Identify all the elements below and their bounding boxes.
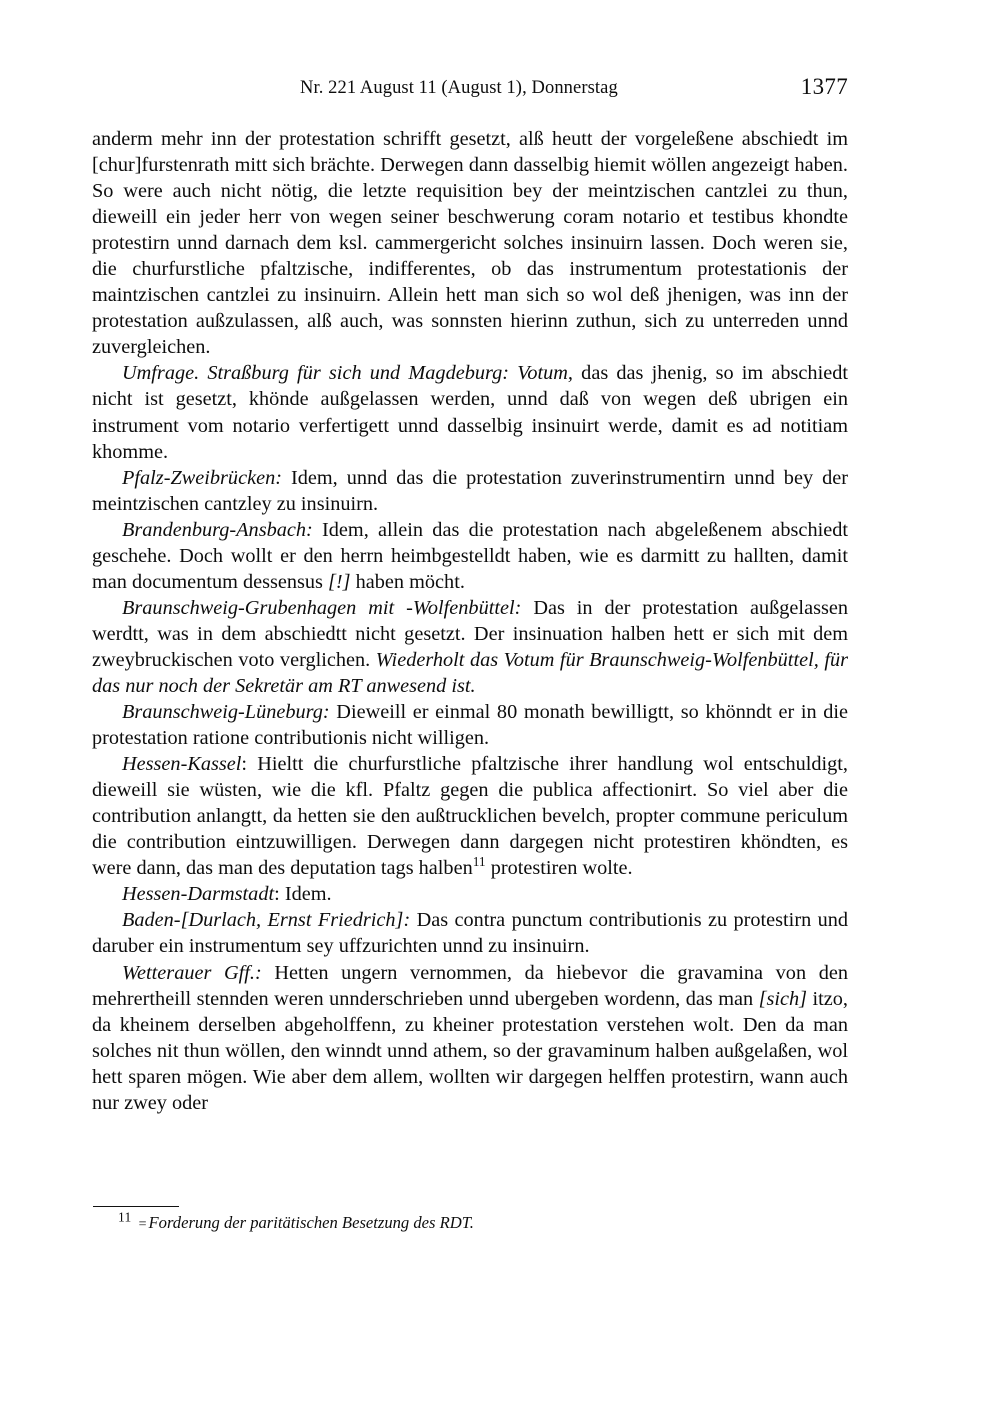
text-run: Dieweill er einmal 80 monath bewilligtt, so khönndt er in die protestation ratione contributionis nicht willigen. bbox=[92, 701, 848, 750]
text-run: protestiren wolte. bbox=[485, 857, 633, 880]
text-run: anderm mehr inn der protestation schrifft gesetzt, alß heutt der vorgeleßene abschiedt im [chur]furstenrath mitt sich brächte. Derwegen dann dasselbig hiemit wöllen angezeigt haben. So were auch nicht nötig, die letzte requisition bey der meintzischen cantzlei zu thun, dieweill ein jeder herr von wegen seiner beschwerung coram notario et testibus khondte protestirn unnd darnach dem ksl. cammergericht solches insinuirn lassen. Doch weren sie, die churfurstliche pfaltzische, indifferentes, ob das instrumentum protestationis der maintzischen cantzlei zu insinuirn. Allein hett man sich so wol deß jhenigen, was inn der protestation außzulassen, alß auch, was sonnsten hierinn zuthun, sich zu unterreden unnd zuvergleichen. bbox=[92, 128, 848, 359]
italic-run: Hessen-Kassel bbox=[122, 753, 242, 776]
running-head bbox=[92, 74, 848, 108]
footnote-text: Forderung der paritätischen Besetzung des RDT. bbox=[148, 1213, 474, 1232]
paragraph-braunschweig-grubenhagen bbox=[92, 595, 848, 699]
text-run: Idem, allein das die protestation nach abgeleßenem abschiedt geschehe. Doch wollt er den herrn heimbgestelldt haben, wie es darmitt zu hallten, damit man documentum dessensus bbox=[92, 518, 848, 593]
italic-run: Hessen-Darmstadt bbox=[122, 883, 275, 906]
paragraph-strassburg-magdeburg bbox=[92, 360, 848, 464]
text-run: itzo, da kheinem derselben abgeholffenn, zu kheiner protestation verstehen wolt. Den da man solches nit thun wöllen, den winndt unnd athem, so der gravaminum halben außgelaßen, wol hett sparen mögen. Wie aber dem allem, wollten wir dargegen helffen protestirn, wann auch nur zwey oder bbox=[92, 987, 848, 1114]
italic-run: [!] bbox=[328, 570, 351, 593]
italic-run: Wetterauer Gff.: bbox=[122, 961, 262, 984]
text-run: Das in der protestation außgelassen werdtt, was in dem abschiedtt nicht gesetzt. Der insinuation halben hett er sich mit dem zweybruckischen voto verglichen. bbox=[92, 596, 848, 671]
text-run: das das jhenig, so im abschiedt nicht ist gesetzt, khönde außgelassen werden, unnd daß von wegen deß ubrigen ein instrument vom notario verfertigett unnd dasselbig insinuirt werde, damit es ad notitiam khomme. bbox=[92, 362, 848, 463]
paragraph-baden-durlach bbox=[92, 907, 848, 959]
paragraph-hessen-darmstadt bbox=[92, 881, 848, 907]
paragraph-hessen-kassel bbox=[92, 751, 848, 881]
italic-run: Braunschweig-Grubenhagen mit -Wolfenbüttel: bbox=[122, 596, 522, 619]
footnote-reference-11[interactable]: 11 bbox=[472, 854, 486, 870]
footnote-item bbox=[92, 1209, 848, 1235]
paragraph-pfalz-zweibruecken bbox=[92, 465, 848, 517]
italic-run: Brandenburg-Ansbach: bbox=[122, 518, 313, 541]
paragraph-wetterauer-gff bbox=[92, 960, 848, 1116]
running-head-title: Nr. 221 August 11 (August 1), Donnerstag bbox=[300, 78, 618, 98]
body-text bbox=[92, 126, 848, 1116]
footnote-equals-sign: = bbox=[138, 1217, 147, 1232]
footnote-separator-rule bbox=[93, 1206, 179, 1207]
document-page bbox=[92, 0, 848, 1418]
footnote-list bbox=[92, 1209, 848, 1235]
italic-run: [sich] bbox=[758, 987, 808, 1010]
page-number: 1377 bbox=[800, 74, 848, 99]
text-run: : Idem. bbox=[274, 883, 332, 906]
footnote-apparatus bbox=[92, 1206, 848, 1235]
text-run: Das contra punctum contributionis zu protestirn und daruber ein instrumentum sey uffzurichten unnd zu insinuirn. bbox=[92, 909, 849, 958]
footnote-marker: 11 bbox=[118, 1209, 132, 1225]
paragraph-braunschweig-lueneburg bbox=[92, 699, 848, 751]
italic-run: Pfalz-Zweibrücken: bbox=[122, 466, 282, 489]
italic-run: Baden-[Durlach, Ernst Friedrich]: bbox=[122, 909, 411, 932]
paragraph-brandenburg-ansbach bbox=[92, 517, 848, 595]
italic-run: Wiederholt das Votum für Braunschweig-Wolfenbüttel, für das nur noch der Sekretär am RT anwesend ist. bbox=[92, 648, 848, 697]
italic-run: Braunschweig-Lüneburg: bbox=[122, 701, 330, 724]
text-run: : Hieltt die churfurstliche pfaltzische ihrer handlung wol entschuldigt, dieweill sie wüsten, wie die kfl. Pfaltz gegen die publica affectionirt. So viel aber die contribution anlangtt, da hetten sie den außtrucklichen bevelch, propter commune periculum die contribution eintzuwilligen. Derwegen dann dargegen nicht protestiren khöndten, es were dann, das man des deputation tags halben bbox=[92, 753, 848, 880]
italic-run: Umfrage. Straßburg für sich und Magdeburg: Votum, bbox=[122, 362, 573, 385]
text-run: Idem, unnd das die protestation zuverinstrumentirn unnd bey der meintzischen cantzley zu insinuirn. bbox=[92, 466, 848, 515]
paragraph-continuation bbox=[92, 126, 848, 360]
text-run: haben möcht. bbox=[350, 570, 465, 593]
text-run: Hetten ungern vernommen, da hiebevor die gravamina von den mehrertheill stennden weren unnderschrieben unnd ubergeben wordenn, das man bbox=[92, 961, 849, 1010]
